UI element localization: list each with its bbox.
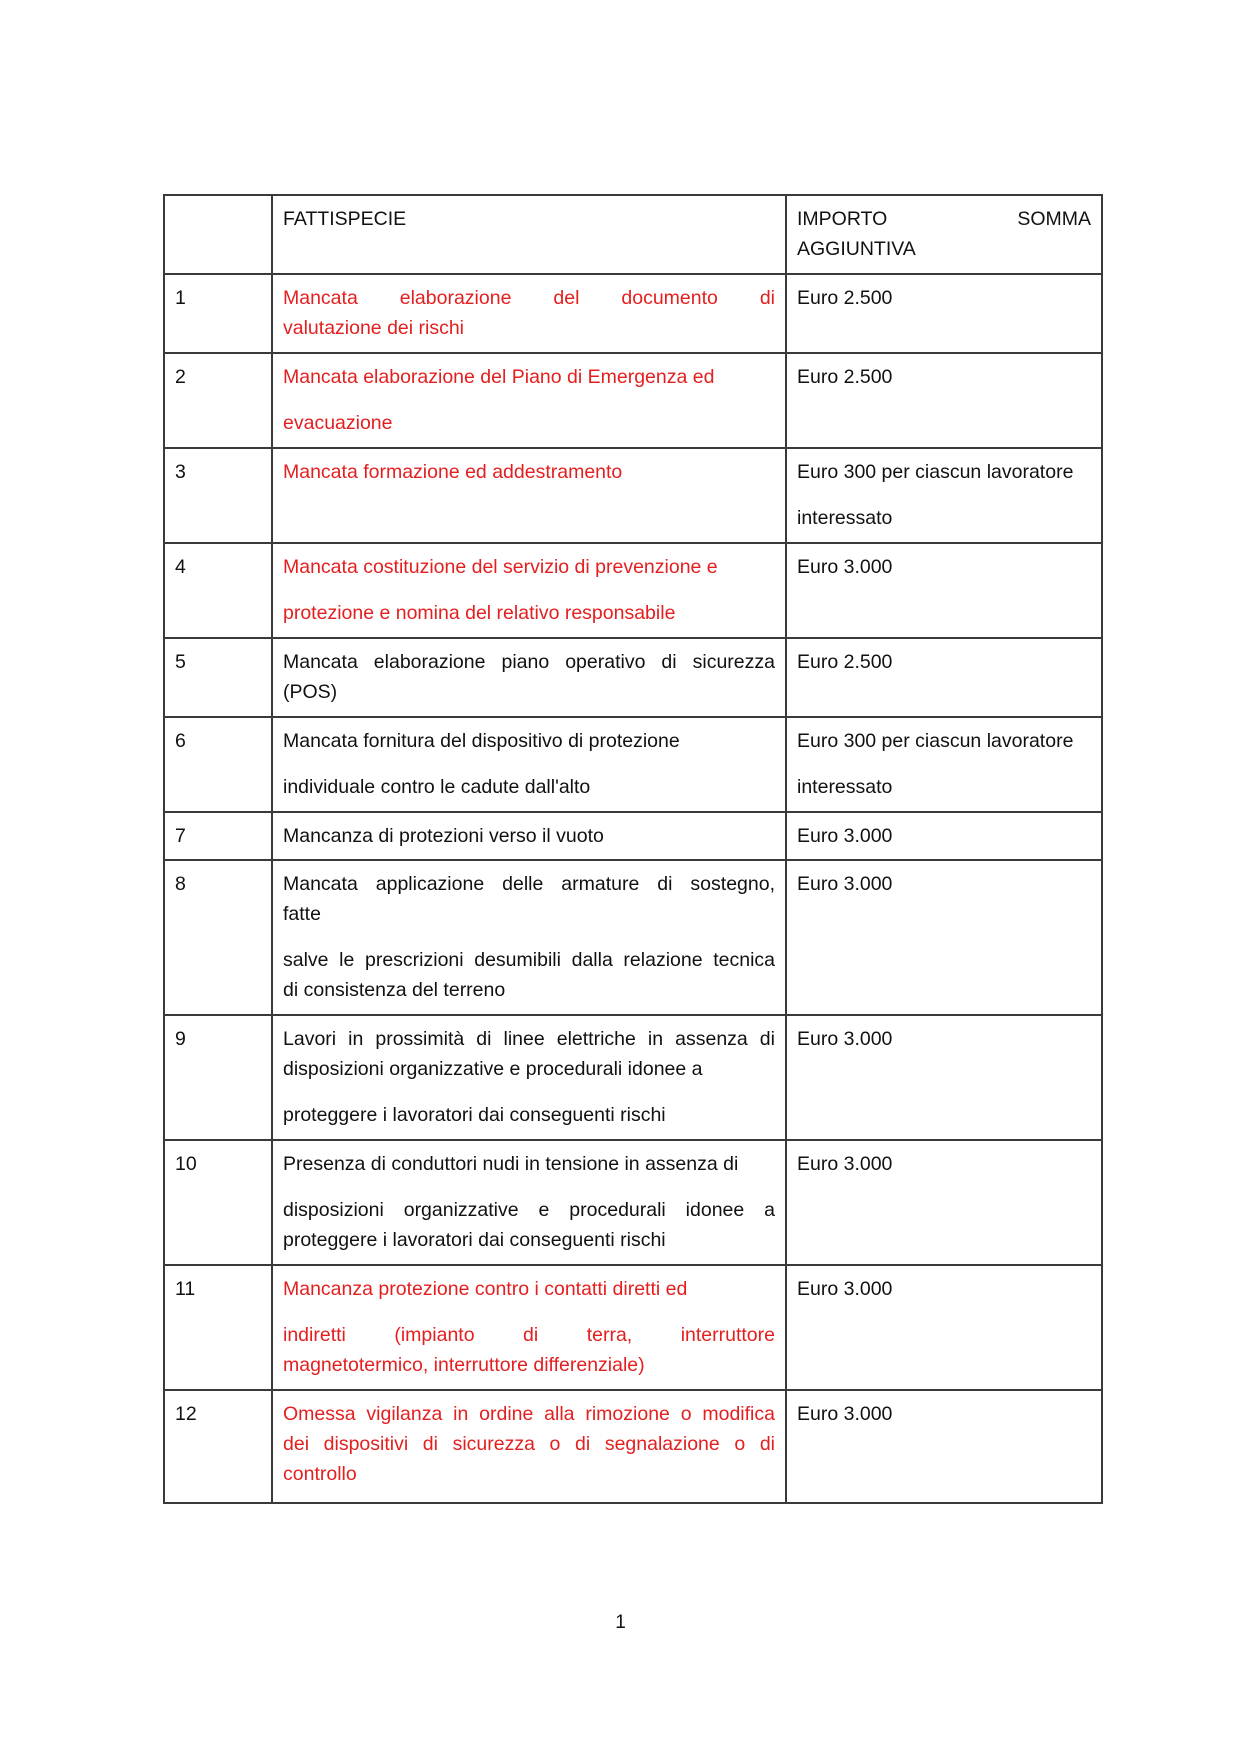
row-number: 1 xyxy=(164,274,272,353)
amount-line: Euro 3.000 xyxy=(797,825,893,847)
row-description xyxy=(272,860,786,1015)
description-line: di consistenza del terreno xyxy=(283,979,506,1001)
description-line: magnetotermico, interruttore differenziale) xyxy=(283,1354,645,1376)
description-line: Omessa vigilanza in ordine alla rimozione o modifica xyxy=(283,1403,775,1425)
row-description xyxy=(272,812,786,860)
row-number: 9 xyxy=(164,1015,272,1140)
row-number: 5 xyxy=(164,638,272,717)
row-number: 10 xyxy=(164,1140,272,1265)
amount-line: interessato xyxy=(797,776,893,798)
row-amount xyxy=(786,353,1102,448)
row-amount xyxy=(786,448,1102,543)
amount-line: Euro 2.500 xyxy=(797,287,893,309)
row-amount xyxy=(786,1265,1102,1390)
description-line: fatte xyxy=(283,903,321,925)
row-description xyxy=(272,274,786,353)
row-number: 8 xyxy=(164,860,272,1015)
description-line: disposizioni organizzative e procedurali idonee a xyxy=(283,1058,703,1080)
amount-line: Euro 2.500 xyxy=(797,366,893,388)
header-amount-cell xyxy=(786,195,1102,274)
description-line: salve le prescrizioni desumibili dalla relazione tecnica xyxy=(283,949,775,971)
description-line: Presenza di conduttori nudi in tensione in assenza di xyxy=(283,1153,739,1175)
header-amount-word-somma: SOMMA xyxy=(1017,208,1091,230)
description-line: evacuazione xyxy=(283,412,393,434)
description-line: proteggere i lavoratori dai conseguenti rischi xyxy=(283,1104,666,1126)
amount-line: Euro 2.500 xyxy=(797,651,893,673)
row-number: 2 xyxy=(164,353,272,448)
row-number: 7 xyxy=(164,812,272,860)
description-line: Mancata applicazione delle armature di sostegno, xyxy=(283,873,775,895)
amount-line: Euro 3.000 xyxy=(797,1403,893,1425)
description-line: (POS) xyxy=(283,681,338,703)
table-row xyxy=(164,860,1102,1015)
description-line: Mancata formazione ed addestramento xyxy=(283,461,623,483)
row-description xyxy=(272,1015,786,1140)
amount-line: Euro 3.000 xyxy=(797,1153,893,1175)
row-description xyxy=(272,1140,786,1265)
amount-line: Euro 300 per ciascun lavoratore xyxy=(797,730,1074,752)
table-row xyxy=(164,274,1102,353)
row-number: 12 xyxy=(164,1390,272,1503)
description-line: Mancata elaborazione del Piano di Emergenza ed xyxy=(283,366,715,388)
page-number: 1 xyxy=(615,1612,626,1633)
amount-line: Euro 3.000 xyxy=(797,873,893,895)
row-amount xyxy=(786,274,1102,353)
header-amount-word-importo: IMPORTO xyxy=(797,208,888,230)
description-line: Mancata elaborazione piano operativo di sicurezza xyxy=(283,651,775,673)
row-number: 6 xyxy=(164,717,272,812)
row-description xyxy=(272,543,786,638)
description-line: indiretti (impianto di terra, interruttore xyxy=(283,1324,775,1346)
row-amount xyxy=(786,543,1102,638)
amount-line: Euro 300 per ciascun lavoratore xyxy=(797,461,1074,483)
table-row xyxy=(164,1140,1102,1265)
row-amount xyxy=(786,638,1102,717)
table-row xyxy=(164,638,1102,717)
description-line: valutazione dei rischi xyxy=(283,317,465,339)
row-amount xyxy=(786,1140,1102,1265)
row-amount xyxy=(786,1390,1102,1503)
description-line: controllo xyxy=(283,1463,357,1485)
description-line: Mancata elaborazione del documento di xyxy=(283,287,775,309)
amount-line: Euro 3.000 xyxy=(797,1278,893,1300)
table-row xyxy=(164,353,1102,448)
table-header-row xyxy=(164,195,1102,274)
row-amount xyxy=(786,717,1102,812)
row-number: 4 xyxy=(164,543,272,638)
header-number-cell xyxy=(164,195,272,274)
table-row xyxy=(164,543,1102,638)
header-amount-line2: AGGIUNTIVA xyxy=(797,238,916,260)
row-amount xyxy=(786,812,1102,860)
description-line: proteggere i lavoratori dai conseguenti rischi xyxy=(283,1229,666,1251)
row-description xyxy=(272,1390,786,1503)
header-amount-line1 xyxy=(797,204,1091,234)
table-row xyxy=(164,717,1102,812)
row-number: 3 xyxy=(164,448,272,543)
description-line: Mancanza protezione contro i contatti diretti ed xyxy=(283,1278,688,1300)
description-line: Lavori in prossimità di linee elettriche in assenza di xyxy=(283,1028,775,1050)
table-row xyxy=(164,448,1102,543)
amount-line: Euro 3.000 xyxy=(797,1028,893,1050)
description-line: individuale contro le cadute dall'alto xyxy=(283,776,591,798)
row-amount xyxy=(786,860,1102,1015)
description-line: Mancanza di protezioni verso il vuoto xyxy=(283,825,604,847)
description-line: Mancata costituzione del servizio di prevenzione e xyxy=(283,556,718,578)
amount-line: Euro 3.000 xyxy=(797,556,893,578)
description-line: protezione e nomina del relativo responsabile xyxy=(283,602,676,624)
header-description-cell xyxy=(272,195,786,274)
description-line: dei dispositivi di sicurezza o di segnalazione o di xyxy=(283,1433,775,1455)
description-line: disposizioni organizzative e procedurali idonee a xyxy=(283,1199,775,1221)
row-description xyxy=(272,717,786,812)
row-description xyxy=(272,353,786,448)
row-number: 11 xyxy=(164,1265,272,1390)
table-row xyxy=(164,812,1102,860)
row-description xyxy=(272,638,786,717)
header-description-label: FATTISPECIE xyxy=(283,208,407,230)
amount-line: interessato xyxy=(797,507,893,529)
row-amount xyxy=(786,1015,1102,1140)
penalties-table xyxy=(163,194,1103,1504)
table-row xyxy=(164,1265,1102,1390)
table-row xyxy=(164,1390,1102,1503)
table-row xyxy=(164,1015,1102,1140)
row-description xyxy=(272,1265,786,1390)
row-description xyxy=(272,448,786,543)
description-line: Mancata fornitura del dispositivo di protezione xyxy=(283,730,680,752)
